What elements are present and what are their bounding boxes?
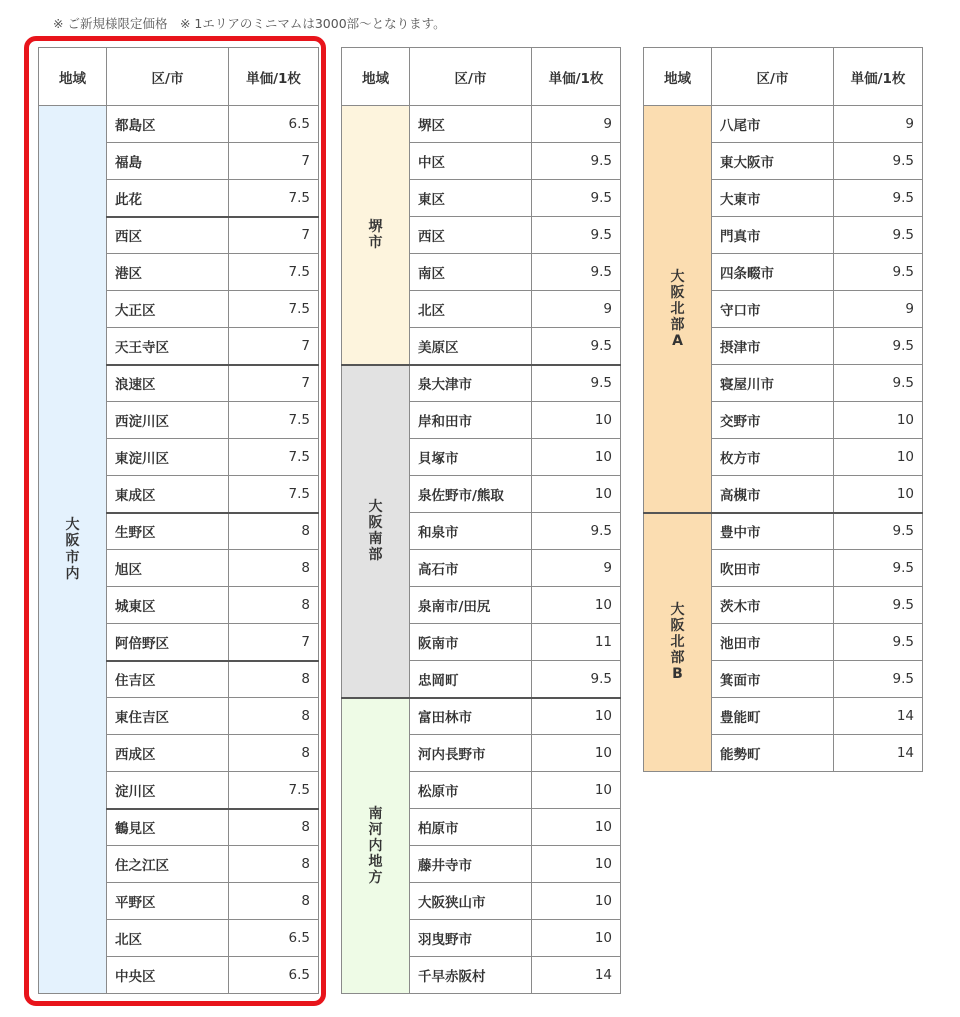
price-cell: 7.5 bbox=[229, 180, 319, 217]
region-label: 堺市 bbox=[368, 218, 383, 251]
region-cell bbox=[342, 698, 410, 994]
city-cell: 千早赤阪村 bbox=[410, 957, 532, 994]
price-cell: 10 bbox=[532, 883, 621, 920]
header-price: 単価/1枚 bbox=[834, 48, 923, 106]
table-row bbox=[644, 513, 923, 550]
city-cell: 藤井寺市 bbox=[410, 846, 532, 883]
city-cell: 福島 bbox=[107, 143, 229, 180]
city-cell: 交野市 bbox=[712, 402, 834, 439]
city-cell: 豊能町 bbox=[712, 698, 834, 735]
city-cell: 生野区 bbox=[107, 513, 229, 550]
pricing-note: ※ ご新規様限定価格 ※ 1エリアのミニマムは3000部〜となります。 bbox=[53, 16, 446, 31]
price-cell: 9.5 bbox=[834, 661, 923, 698]
city-cell: 四条畷市 bbox=[712, 254, 834, 291]
city-cell: 河内長野市 bbox=[410, 735, 532, 772]
city-cell: 池田市 bbox=[712, 624, 834, 661]
table-row bbox=[342, 365, 621, 402]
region-label: 大阪市内 bbox=[65, 517, 80, 582]
price-cell: 10 bbox=[834, 402, 923, 439]
city-cell: 柏原市 bbox=[410, 809, 532, 846]
table-row bbox=[342, 106, 621, 143]
region-label: 大阪北部A bbox=[670, 268, 685, 349]
price-cell: 10 bbox=[834, 476, 923, 513]
city-cell: 南区 bbox=[410, 254, 532, 291]
price-cell: 9.5 bbox=[834, 180, 923, 217]
price-cell: 6.5 bbox=[229, 920, 319, 957]
price-cell: 9.5 bbox=[532, 217, 621, 254]
city-cell: 枚方市 bbox=[712, 439, 834, 476]
price-cell: 10 bbox=[532, 402, 621, 439]
price-cell: 7 bbox=[229, 217, 319, 254]
price-cell: 9.5 bbox=[834, 365, 923, 402]
osaka-city-highlight-frame bbox=[24, 36, 326, 1006]
city-cell: 泉佐野市/熊取 bbox=[410, 476, 532, 513]
city-cell: 住之江区 bbox=[107, 846, 229, 883]
price-cell: 10 bbox=[532, 698, 621, 735]
city-cell: 貝塚市 bbox=[410, 439, 532, 476]
city-cell: 旭区 bbox=[107, 550, 229, 587]
price-cell: 9.5 bbox=[532, 365, 621, 402]
city-cell: 摂津市 bbox=[712, 328, 834, 365]
city-cell: 阪南市 bbox=[410, 624, 532, 661]
city-cell: 美原区 bbox=[410, 328, 532, 365]
table-row bbox=[644, 106, 923, 143]
header-city: 区/市 bbox=[107, 48, 229, 106]
price-cell: 7.5 bbox=[229, 439, 319, 476]
city-cell: 天王寺区 bbox=[107, 328, 229, 365]
price-cell: 9 bbox=[834, 291, 923, 328]
city-cell: 高槻市 bbox=[712, 476, 834, 513]
price-cell: 6.5 bbox=[229, 106, 319, 143]
price-cell: 9.5 bbox=[834, 513, 923, 550]
header-row bbox=[342, 48, 621, 106]
price-cell: 9.5 bbox=[532, 328, 621, 365]
price-cell: 10 bbox=[532, 439, 621, 476]
price-cell: 7 bbox=[229, 143, 319, 180]
header-city: 区/市 bbox=[712, 48, 834, 106]
price-cell: 7.5 bbox=[229, 254, 319, 291]
price-cell: 9.5 bbox=[532, 254, 621, 291]
price-table-sakai-south bbox=[341, 47, 621, 994]
region-cell bbox=[644, 106, 712, 513]
city-cell: 住吉区 bbox=[107, 661, 229, 698]
price-cell: 8 bbox=[229, 809, 319, 846]
city-cell: 東淀川区 bbox=[107, 439, 229, 476]
city-cell: 堺区 bbox=[410, 106, 532, 143]
city-cell: 豊中市 bbox=[712, 513, 834, 550]
price-cell: 7.5 bbox=[229, 772, 319, 809]
price-cell: 7 bbox=[229, 328, 319, 365]
city-cell: 西区 bbox=[107, 217, 229, 254]
price-cell: 9 bbox=[532, 550, 621, 587]
city-cell: 東成区 bbox=[107, 476, 229, 513]
price-cell: 10 bbox=[532, 920, 621, 957]
header-row bbox=[644, 48, 923, 106]
city-cell: 高石市 bbox=[410, 550, 532, 587]
price-table-osaka-north bbox=[643, 47, 923, 772]
city-cell: 和泉市 bbox=[410, 513, 532, 550]
price-cell: 7 bbox=[229, 365, 319, 402]
region-cell bbox=[342, 365, 410, 698]
price-cell: 14 bbox=[532, 957, 621, 994]
price-cell: 8 bbox=[229, 883, 319, 920]
price-cell: 10 bbox=[532, 735, 621, 772]
price-cell: 7.5 bbox=[229, 402, 319, 439]
city-cell: 都島区 bbox=[107, 106, 229, 143]
city-cell: 大東市 bbox=[712, 180, 834, 217]
city-cell: 忠岡町 bbox=[410, 661, 532, 698]
city-cell: 西区 bbox=[410, 217, 532, 254]
city-cell: 北区 bbox=[107, 920, 229, 957]
price-cell: 9.5 bbox=[834, 254, 923, 291]
header-price: 単価/1枚 bbox=[532, 48, 621, 106]
city-cell: 港区 bbox=[107, 254, 229, 291]
price-cell: 10 bbox=[532, 809, 621, 846]
city-cell: 箕面市 bbox=[712, 661, 834, 698]
city-cell: 松原市 bbox=[410, 772, 532, 809]
city-cell: 泉大津市 bbox=[410, 365, 532, 402]
city-cell: 能勢町 bbox=[712, 735, 834, 772]
price-cell: 9 bbox=[532, 106, 621, 143]
price-cell: 9.5 bbox=[834, 217, 923, 254]
city-cell: 城東区 bbox=[107, 587, 229, 624]
city-cell: 中区 bbox=[410, 143, 532, 180]
city-cell: 西淀川区 bbox=[107, 402, 229, 439]
price-cell: 9 bbox=[834, 106, 923, 143]
city-cell: 鶴見区 bbox=[107, 809, 229, 846]
city-cell: 門真市 bbox=[712, 217, 834, 254]
price-cell: 8 bbox=[229, 698, 319, 735]
price-cell: 10 bbox=[532, 587, 621, 624]
city-cell: 大正区 bbox=[107, 291, 229, 328]
price-cell: 10 bbox=[532, 846, 621, 883]
price-cell: 8 bbox=[229, 587, 319, 624]
city-cell: 西成区 bbox=[107, 735, 229, 772]
region-label: 南河内地方 bbox=[368, 805, 383, 886]
price-cell: 7.5 bbox=[229, 291, 319, 328]
price-cell: 14 bbox=[834, 698, 923, 735]
city-cell: 八尾市 bbox=[712, 106, 834, 143]
price-cell: 10 bbox=[532, 772, 621, 809]
price-cell: 9.5 bbox=[532, 661, 621, 698]
city-cell: 茨木市 bbox=[712, 587, 834, 624]
city-cell: 淀川区 bbox=[107, 772, 229, 809]
price-cell: 10 bbox=[532, 476, 621, 513]
price-cell: 9.5 bbox=[834, 550, 923, 587]
city-cell: 泉南市/田尻 bbox=[410, 587, 532, 624]
price-cell: 9.5 bbox=[834, 328, 923, 365]
city-cell: 寝屋川市 bbox=[712, 365, 834, 402]
price-cell: 9.5 bbox=[834, 143, 923, 180]
price-cell: 14 bbox=[834, 735, 923, 772]
price-cell: 9.5 bbox=[532, 513, 621, 550]
city-cell: 岸和田市 bbox=[410, 402, 532, 439]
price-cell: 8 bbox=[229, 550, 319, 587]
city-cell: 阿倍野区 bbox=[107, 624, 229, 661]
city-cell: 羽曳野市 bbox=[410, 920, 532, 957]
header-city: 区/市 bbox=[410, 48, 532, 106]
city-cell: 富田林市 bbox=[410, 698, 532, 735]
region-label: 大阪南部 bbox=[368, 498, 383, 564]
price-cell: 8 bbox=[229, 661, 319, 698]
price-cell: 9 bbox=[532, 291, 621, 328]
price-cell: 9.5 bbox=[532, 143, 621, 180]
price-cell: 9.5 bbox=[834, 624, 923, 661]
price-cell: 8 bbox=[229, 846, 319, 883]
city-cell: 平野区 bbox=[107, 883, 229, 920]
price-cell: 6.5 bbox=[229, 957, 319, 994]
header-region: 地域 bbox=[39, 48, 107, 106]
city-cell: 守口市 bbox=[712, 291, 834, 328]
city-cell: 此花 bbox=[107, 180, 229, 217]
city-cell: 中央区 bbox=[107, 957, 229, 994]
city-cell: 大阪狭山市 bbox=[410, 883, 532, 920]
price-cell: 11 bbox=[532, 624, 621, 661]
city-cell: 吹田市 bbox=[712, 550, 834, 587]
price-cell: 10 bbox=[834, 439, 923, 476]
price-cell: 7 bbox=[229, 624, 319, 661]
header-region: 地域 bbox=[342, 48, 410, 106]
city-cell: 東区 bbox=[410, 180, 532, 217]
price-cell: 8 bbox=[229, 513, 319, 550]
header-region: 地域 bbox=[644, 48, 712, 106]
price-cell: 7.5 bbox=[229, 476, 319, 513]
region-label: 大阪北部B bbox=[670, 602, 685, 683]
header-price: 単価/1枚 bbox=[229, 48, 319, 106]
price-cell: 8 bbox=[229, 735, 319, 772]
city-cell: 東住吉区 bbox=[107, 698, 229, 735]
city-cell: 浪速区 bbox=[107, 365, 229, 402]
city-cell: 北区 bbox=[410, 291, 532, 328]
price-cell: 9.5 bbox=[532, 180, 621, 217]
price-cell: 9.5 bbox=[834, 587, 923, 624]
table-row bbox=[342, 698, 621, 735]
region-cell bbox=[342, 106, 410, 365]
city-cell: 東大阪市 bbox=[712, 143, 834, 180]
region-cell bbox=[644, 513, 712, 772]
